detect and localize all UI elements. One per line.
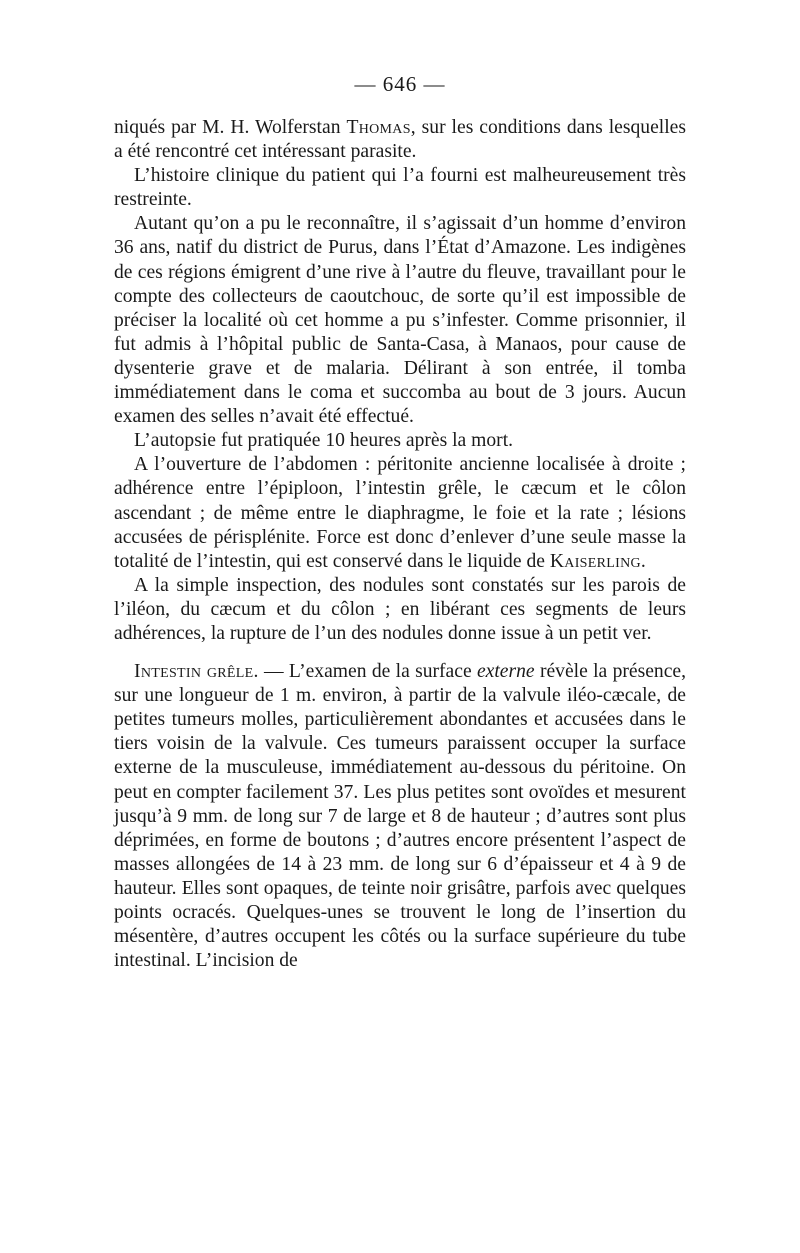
paragraph-4: L’autopsie fut pratiquée 10 heures après la mort. [134, 430, 514, 452]
paragraph-1-start: niqués par M. H. Wolferstan [114, 117, 347, 138]
emphasis-externe: externe [476, 661, 535, 683]
paragraph-5 [114, 453, 686, 573]
body-text [114, 116, 686, 973]
paragraph-6: A la simple inspection, des nodules sont constatés sur les parois de l’iléon, du cæcum et du côlon ; en libérant ces segments de leurs adhérences, la rupture de l’un des nodules donne issue à un petit ver. [114, 574, 686, 644]
paragraph-3: Autant qu’on a pu le reconnaître, il s’agissait d’un homme d’environ 36 ans, natif du district de Purus, dans l’État d’Amazone. Les indigènes de ces régions émigrent d’une rive à l’autre du fleuve, travaillant pour le compte des collecteurs de caoutchouc, de sorte qu’il est impossible de préciser la localité où cet homme a pu s’infester. Comme prisonnier, il fut admis à l’hôpital public de Santa-Casa, à Manaos, pour cause de dysenterie grave et de malaria. Délirant à son entrée, il tomba immédiatement dans le coma et succomba au bout de 3 jours. Aucun examen des selles n’avait été effectué. [114, 213, 686, 428]
author-name-kaiserling: Kaiserling [549, 550, 641, 572]
page-number: — 646 — [354, 72, 446, 96]
paragraph-7 [114, 660, 686, 973]
paragraph-7-start: — L’examen de la surface [258, 661, 477, 683]
paragraph-2: L’histoire clinique du patient qui l’a fourni est malheureusement très restreinte. [114, 165, 686, 211]
paragraph-7-end: révèle la présence, sur une longueur de 1 m. environ, à partir de la valvule iléo-cæcale, de petites tumeurs molles, particulièrement abondantes et accusées dans le tiers voisin de la valvule. Ces tumeurs paraissent occuper la surface externe de la musculeuse, immédiatement au-dessous du péritoine. On peut en compter facilement 37. Les plus petites sont ovoïdes et mesurent jusqu’à 9 mm. de long sur 7 de large et 8 de hauteur ; d’autres sont plus déprimées, en forme de boutons ; d’autres encore présentent l’aspect de masses allongées de 14 à 23 mm. de long sur 6 d’épaisseur et 4 à 9 de hauteur. Elles sont opaques, de teinte noir grisâtre, parfois avec quelques points ocracés. Quelques-unes se trouvent le long de l’insertion du mésentère, d’autres occupent les côtés ou la surface supérieure du tube intestinal. L’incision de [114, 661, 686, 972]
paragraph-5-start: A l’ouverture de l’abdomen : péritonite ancienne localisée à droite ; adhérence entre l’épiploon, l’intestin grêle, le cæcum et le côlon ascendant ; de même entre le diaphragme, le foie et la rate ; lésions accusées de périsplénite. Force est donc d’enlever d’une seule masse la totalité de l’intestin, qui est conservé dans le liquide de [114, 454, 686, 572]
author-name-thomas: Thomas [346, 117, 411, 138]
paragraph-1-end: , sur les conditions dans lesquelles a été rencontré cet intéressant parasite. [114, 117, 687, 163]
paragraph-5-end: . [640, 550, 646, 572]
section-heading: Intestin grêle. [134, 661, 259, 683]
paragraph-1 [114, 116, 686, 164]
